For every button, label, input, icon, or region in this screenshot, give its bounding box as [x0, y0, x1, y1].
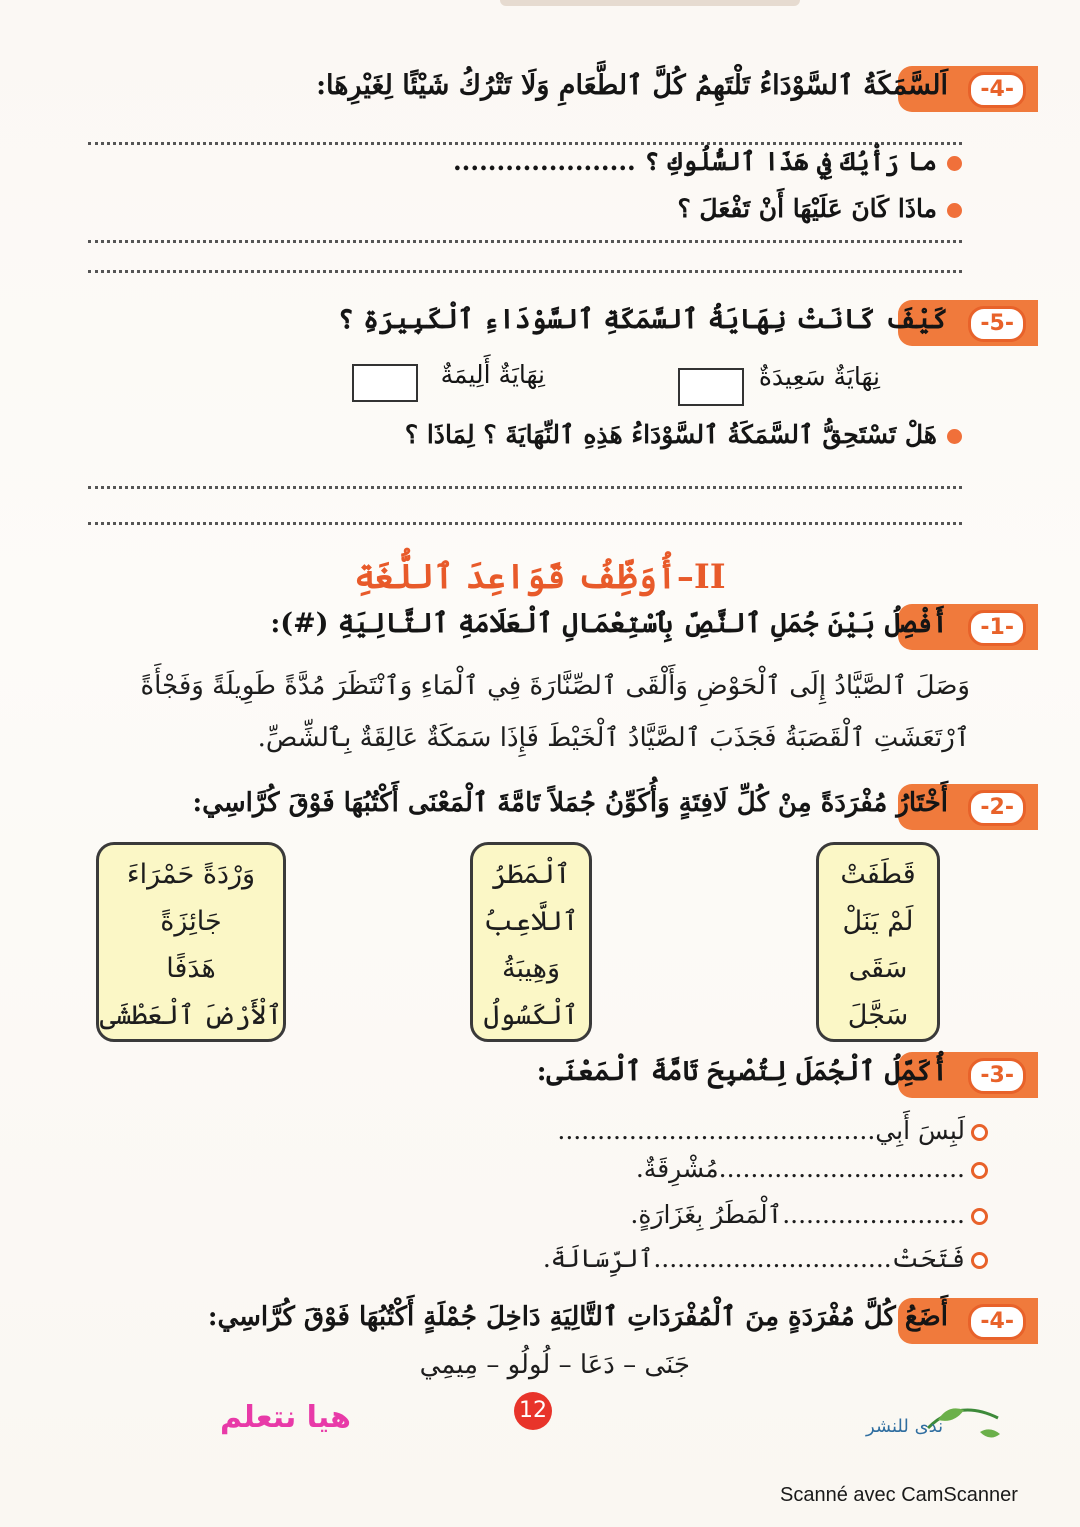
panel-word: هَدَفًا: [166, 953, 216, 984]
bullet-icon: [947, 156, 962, 171]
s4-word-list: جَنَى – دَعَا – لُولُو – مِيمِي: [419, 1350, 690, 1380]
q4-bullet-1-text: ما رَأْيُكَ فِي هَذَا ٱلسُّلُوكِ ؟ .....................: [452, 147, 937, 176]
s3-line-3-text: .......................ٱلْمَطَرُ بِغَزَارَةٍ.: [630, 1200, 965, 1229]
bullet-icon: [971, 1162, 988, 1179]
q5-bullet-1: [405, 420, 962, 449]
bullet-icon: [947, 429, 962, 444]
s2-number: -2-: [968, 790, 1026, 826]
panel-word: ٱللَّاعِبُ: [483, 906, 579, 937]
brand-label: هيا نتعلم: [220, 1400, 351, 1435]
q4-bullet-1: [453, 147, 962, 176]
q4-bullet-2-text: ماذَا كَانَ عَلَيْهَا أَنْ تَفْعَلَ ؟: [677, 194, 937, 223]
page-number: 12: [514, 1392, 552, 1430]
panel-word: سَجَّلَ: [847, 1000, 909, 1031]
s1-text-line-2: ٱرْتَعَشَتِ ٱلْقَصَبَةُ فَجَذَبَ ٱلصَّيَّادُ ٱلْخَيْطَ فَإِذَا سَمَكَةٌ عَالِقَةٌ بِٱلشِّصِّ.: [257, 723, 970, 753]
s4-number: -4-: [968, 1304, 1026, 1340]
section-2-title: II–أُوَظِّفُ قَوَاعِدَ ٱللُّغَةِ: [354, 557, 726, 597]
q5-option-1-label: نِهَايَةٌ سَعِيدَةٌ: [758, 362, 880, 391]
q4-bullet-2: [677, 194, 962, 223]
s3-question: أُكَمِّلُ ٱلْجُمَلَ لِتُصْبِحَ تَامَّةَ ٱلْمَعْنَى:: [536, 1056, 948, 1087]
panel-word: وَرْدَةً حَمْرَاءَ: [126, 859, 256, 890]
page-top-edge: [500, 0, 800, 6]
s3-line-3[interactable]: [630, 1200, 988, 1229]
panel-word: لَمْ يَنَلْ: [842, 906, 914, 937]
s1-number: -1-: [968, 610, 1026, 646]
bullet-icon: [971, 1124, 988, 1141]
bullet-icon: [971, 1208, 988, 1225]
s3-line-2-text: ...............................مُشْرِقَةٌ.: [635, 1154, 965, 1183]
s3-line-2[interactable]: [636, 1154, 988, 1183]
word-panel-objects: [96, 842, 286, 1042]
s3-line-1-text: لَبِسَ أَبِي........................................: [557, 1116, 965, 1145]
scanner-watermark: Scanné avec CamScanner: [780, 1484, 1018, 1506]
s3-line-4[interactable]: [543, 1244, 988, 1273]
s3-line-4-text: فَتَحَتْ..............................ٱلرِّسَالَةَ.: [542, 1244, 965, 1273]
bullet-icon: [947, 203, 962, 218]
s1-text-line-1: وَصَلَ ٱلصَّيَّادُ إِلَى ٱلْحَوْضِ وَأَلْقَى ٱلصِّنَّارَةَ فِي ٱلْمَاءِ وَٱنْتَظَرَ مُدَّةً طَوِيلَةً وَفَجْأَةً: [140, 671, 970, 701]
panel-word: سَقَى: [848, 953, 908, 984]
s2-question: أَخْتَارُ مُفْرَدَةً مِنْ كُلِّ لَافِتَةٍ وَأُكَوِّنُ جُمَلاً تَامَّةَ ٱلْمَعْنَى أَكْتُبُهَا فَوْقَ كُرَّاسِي:: [192, 788, 948, 818]
bullet-icon: [971, 1252, 988, 1269]
q5-option-2-label: نِهَايَةٌ أَلِيمَةٌ: [440, 360, 545, 389]
panel-word: جَائِزَةً: [160, 906, 222, 937]
answer-line[interactable]: [88, 142, 962, 145]
panel-word: ٱلْأَرْضَ ٱلْعَطْشَى: [99, 1000, 283, 1031]
panel-word: ٱلْكَسُولُ: [483, 1000, 579, 1031]
q4-number: -4-: [968, 72, 1026, 108]
q5-option-1-checkbox[interactable]: [678, 368, 744, 406]
q5-number: -5-: [968, 306, 1026, 342]
panel-word: ٱلْمَطَرُ: [491, 859, 571, 890]
answer-line[interactable]: [88, 270, 962, 273]
q5-bullet-1-text: هَلْ تَسْتَحِقُّ ٱلسَّمَكَةُ ٱلسَّوْدَاءُ هَذِهِ ٱلنِّهَايَةَ ؟ لِمَاذَا ؟: [404, 420, 937, 449]
answer-line[interactable]: [88, 522, 962, 525]
panel-word: قَطَفَتْ: [840, 859, 916, 890]
publisher-logo-text: ندى للنشر: [866, 1416, 944, 1437]
word-panel-verbs: [816, 842, 940, 1042]
q4-question: اَلسَّمَكَةُ ٱلسَّوْدَاءُ تَلْتَهِمُ كُلَّ ٱلطَّعَامِ وَلَا تَتْرُكُ شَيْئًا لِغَيْرِهَا:: [316, 70, 948, 101]
s3-number: -3-: [968, 1058, 1026, 1094]
s1-question: أَفْصِلُ بَيْنَ جُمَلِ ٱلنَّصِّ بِٱسْتِعْمَالِ ٱلْعَلَامَةِ ٱلتَّالِيَةِ (#):: [270, 608, 948, 639]
s4-question: أَضَعُ كُلَّ مُفْرَدَةٍ مِنَ ٱلْمُفْرَدَاتِ ٱلتَّالِيَةِ دَاخِلَ جُمْلَةٍ أَكْتُبُهَا فَوْقَ كُرَّاسِي:: [207, 1302, 948, 1332]
answer-line[interactable]: [88, 240, 962, 243]
panel-word: وَهِيبَةُ: [501, 953, 561, 984]
q5-question: كَيْفَ كَانَتْ نِهَايَةُ ٱلسَّمَكَةِ ٱلسَّوْدَاءِ ٱلْكَبِيرَةِ ؟: [337, 304, 948, 335]
q5-option-2-checkbox[interactable]: [352, 364, 418, 402]
s3-line-1[interactable]: [557, 1116, 988, 1145]
word-panel-subjects: [470, 842, 592, 1042]
answer-line[interactable]: [88, 486, 962, 489]
